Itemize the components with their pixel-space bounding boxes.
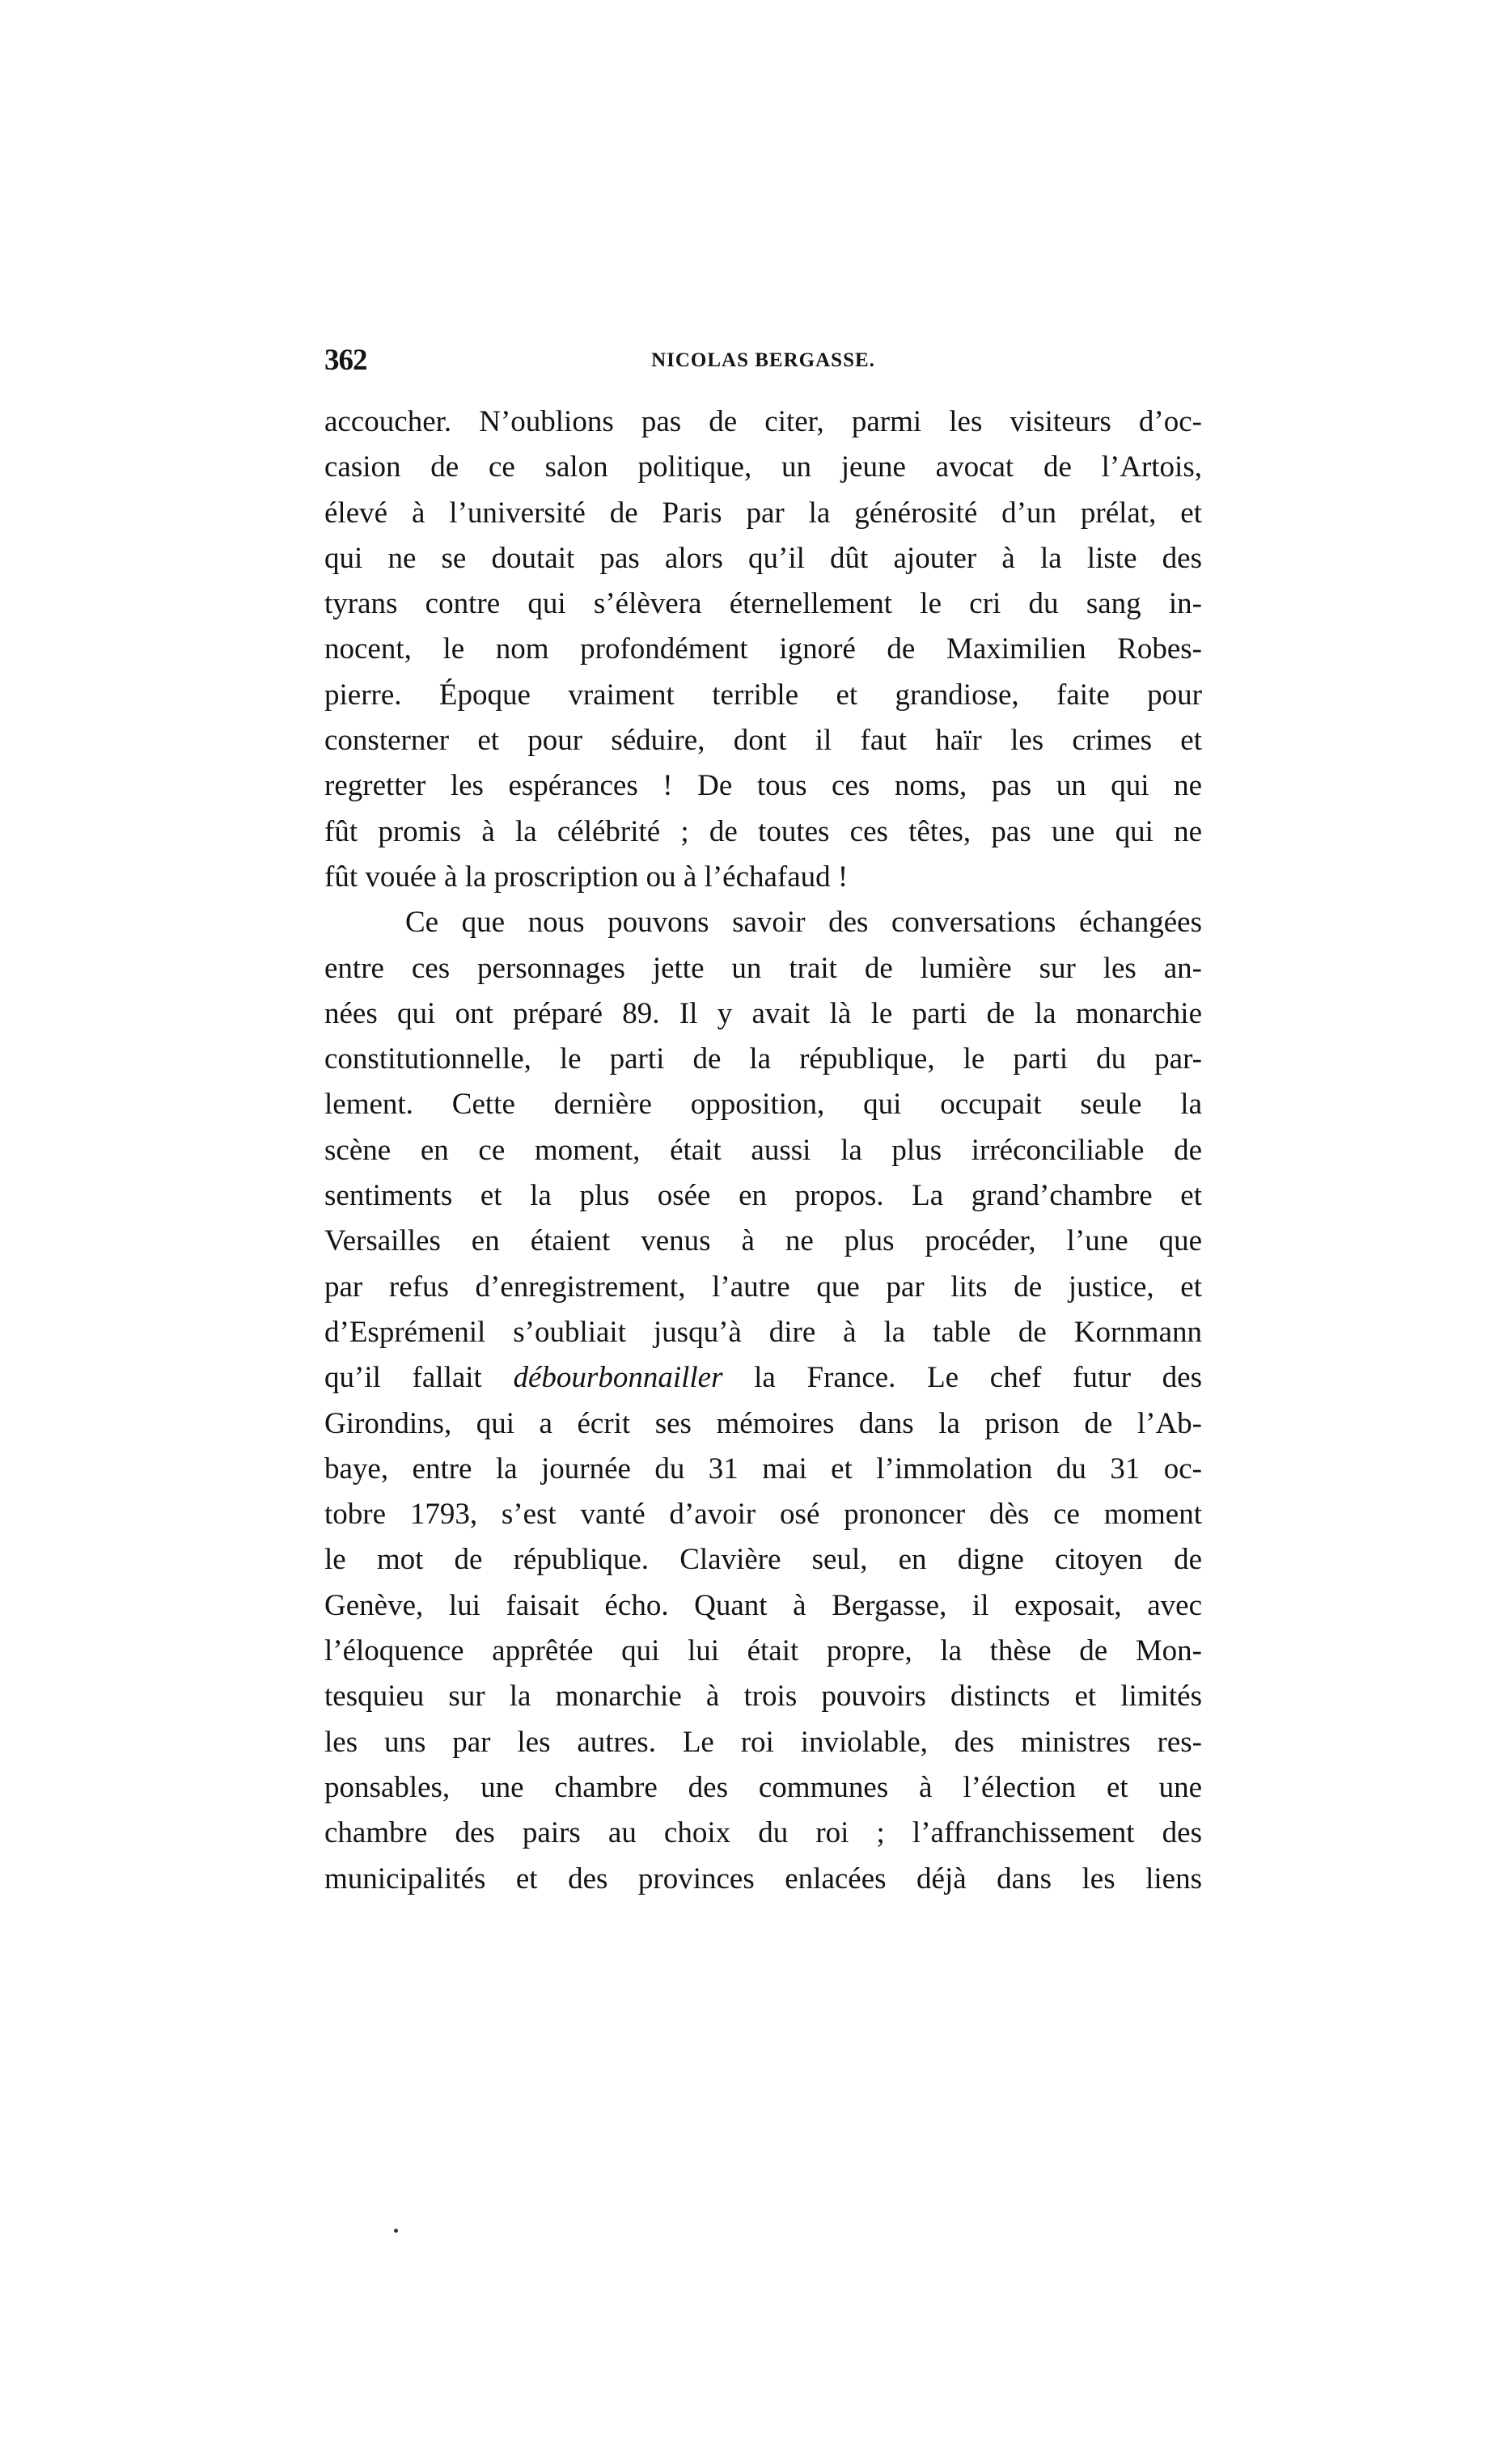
text-line: tyrans contre qui s’élèvera éternellement le cri du sang in-: [324, 587, 1202, 621]
page-number: 362: [324, 344, 367, 377]
text-line: Girondins, qui a écrit ses mémoires dans la prison de l’Ab-: [324, 1406, 1202, 1440]
text-line: [324, 1355, 1202, 1401]
text-line: casion de ce salon politique, un jeune avocat de l’Artois,: [324, 450, 1202, 484]
text-line: tobre 1793, s’est vanté d’avoir osé prononcer dès ce moment: [324, 1498, 1202, 1532]
text-line: pierre. Époque vraiment terrible et grandiose, faite pour: [324, 678, 1202, 712]
text-segment: la France. Le chef futur des: [722, 1361, 1202, 1395]
text-line: fût vouée à la proscription ou à l’échafaud !: [324, 860, 849, 894]
running-title: NICOLAS BERGASSE.: [651, 349, 875, 371]
text-line: Versailles en étaient venus à ne plus procéder, l’une que: [324, 1224, 1202, 1258]
paragraph: [324, 399, 1202, 900]
text-line: consterner et pour séduire, dont il faut haïr les crimes et: [324, 724, 1202, 758]
page-header: [324, 343, 1202, 378]
text-line: Genève, lui faisait écho. Quant à Bergasse, il exposait, avec: [324, 1588, 1202, 1622]
text-line: baye, entre la journée du 31 mai et l’immolation du 31 oc-: [324, 1452, 1202, 1486]
text-line: tesquieu sur la monarchie à trois pouvoirs distincts et limités: [324, 1680, 1202, 1714]
text-line: Ce que nous pouvons savoir des conversations échangées: [405, 906, 1202, 940]
text-line: fût promis à la célébrité ; de toutes ces têtes, pas une qui ne: [324, 814, 1202, 848]
text-line: l’éloquence apprêtée qui lui était propre, la thèse de Mon-: [324, 1634, 1202, 1668]
text-line: sentiments et la plus osée en propos. La grand’chambre et: [324, 1179, 1202, 1213]
paragraph: [324, 900, 1202, 1902]
text-segment: qu’il fallait: [324, 1361, 514, 1395]
text-line: lement. Cette dernière opposition, qui occupait seule la: [324, 1088, 1202, 1122]
text-line: entre ces personnages jette un trait de lumière sur les an-: [324, 951, 1202, 985]
text-line: les uns par les autres. Le roi inviolable, des ministres res-: [324, 1725, 1202, 1759]
text-line: nées qui ont préparé 89. Il y avait là le parti de la monarchie: [324, 996, 1202, 1030]
text-line: scène en ce moment, était aussi la plus irréconciliable de: [324, 1133, 1202, 1167]
text-line: d’Esprémenil s’oubliait jusqu’à dire à la table de Kornmann: [324, 1315, 1202, 1349]
text-line: le mot de république. Clavière seul, en digne citoyen de: [324, 1543, 1202, 1577]
text-line: municipalités et des provinces enlacées déjà dans les liens: [324, 1862, 1202, 1896]
print-speck: [394, 2229, 398, 2233]
italic-word: débourbonnailler: [513, 1361, 723, 1395]
text-line: accoucher. N’oublions pas de citer, parmi les visiteurs d’oc-: [324, 405, 1202, 438]
text-line: élevé à l’université de Paris par la générosité d’un prélat, et: [324, 496, 1202, 530]
text-line: ponsables, une chambre des communes à l’élection et une: [324, 1770, 1202, 1804]
text-line: par refus d’enregistrement, l’autre que par lits de justice, et: [324, 1270, 1202, 1304]
text-line: nocent, le nom profondément ignoré de Maximilien Robes-: [324, 632, 1202, 666]
text-line: qui ne se doutait pas alors qu’il dût ajouter à la liste des: [324, 541, 1202, 575]
text-line: regretter les espérances ! De tous ces noms, pas un qui ne: [324, 769, 1202, 803]
text-line: chambre des pairs au choix du roi ; l’affranchissement des: [324, 1816, 1202, 1850]
text-line: constitutionnelle, le parti de la république, le parti du par-: [324, 1042, 1202, 1076]
body-text: [324, 399, 1202, 1902]
